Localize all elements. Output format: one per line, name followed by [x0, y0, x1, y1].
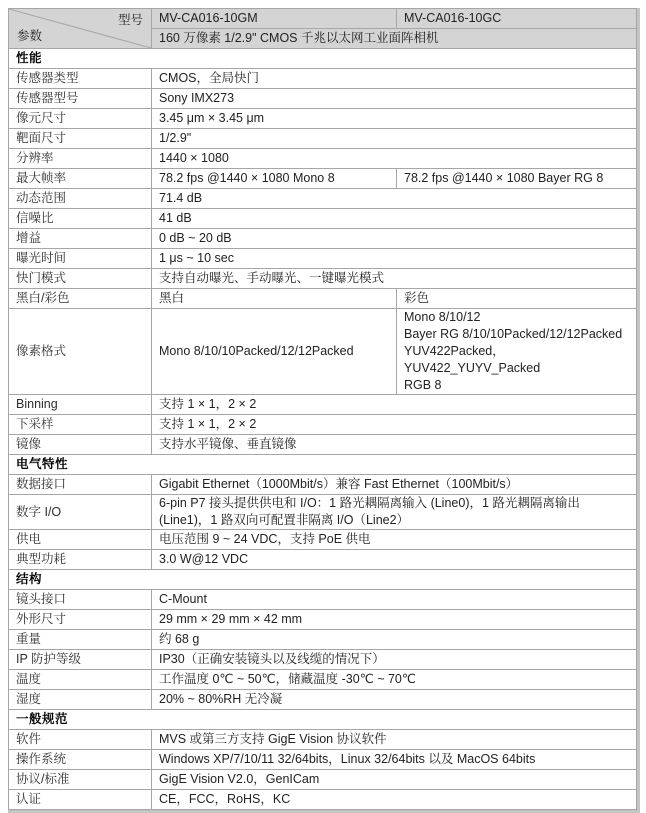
- spec-value: 3.0 W@12 VDC: [152, 550, 637, 570]
- spec-label: 黑白/彩色: [9, 289, 152, 309]
- spec-value: 29 mm × 29 mm × 42 mm: [152, 610, 637, 630]
- spec-label: 软件: [9, 730, 152, 750]
- spec-value: 6-pin P7 接头提供供电和 I/O：1 路光耦隔离输入 (Line0)，1 路光耦隔离输出 (Line1)，1 路双向可配置非隔离 I/O（Line2）: [152, 495, 637, 530]
- spec-row: [9, 530, 637, 550]
- spec-row: [9, 309, 637, 395]
- spec-value: 41 dB: [152, 209, 637, 229]
- spec-label: 协议/标准: [9, 770, 152, 790]
- spec-value-line: Bayer RG 8/10/10Packed/12/12Packed: [404, 327, 623, 341]
- spec-value: [397, 309, 637, 395]
- spec-label: 数字 I/O: [9, 495, 152, 530]
- spec-value: 20% ~ 80%RH 无冷凝: [152, 690, 637, 710]
- spec-label: 重量: [9, 630, 152, 650]
- spec-label: 供电: [9, 530, 152, 550]
- spec-row: [9, 770, 637, 790]
- spec-label: 快门模式: [9, 269, 152, 289]
- spec-value: 1/2.9": [152, 129, 637, 149]
- spec-value: GigE Vision V2.0，GenICam: [152, 770, 637, 790]
- spec-row: [9, 269, 637, 289]
- spec-value: Windows XP/7/10/11 32/64bits，Linux 32/64bits 以及 MacOS 64bits: [152, 750, 637, 770]
- spec-sheet: [8, 8, 640, 813]
- spec-value: 彩色: [397, 289, 637, 309]
- spec-value: 工作温度 0℃ ~ 50℃，储藏温度 -30℃ ~ 70℃: [152, 670, 637, 690]
- spec-label: 分辨率: [9, 149, 152, 169]
- spec-row: [9, 610, 637, 630]
- spec-value: 约 68 g: [152, 630, 637, 650]
- section-header: 性能: [9, 49, 637, 69]
- spec-label: IP 防护等级: [9, 650, 152, 670]
- spec-value: Mono 8/10/10Packed/12/12Packed: [152, 309, 397, 395]
- model-name-gc: MV-CA016-10GC: [397, 9, 637, 29]
- spec-row: [9, 670, 637, 690]
- spec-row: [9, 69, 637, 89]
- spec-row: [9, 209, 637, 229]
- camera-description: 160 万像素 1/2.9" CMOS 千兆以太网工业面阵相机: [152, 29, 637, 49]
- spec-value: CMOS，全局快门: [152, 69, 637, 89]
- spec-row: [9, 169, 637, 189]
- spec-label: 湿度: [9, 690, 152, 710]
- spec-row: [9, 630, 637, 650]
- corner-model-label: 型号: [117, 13, 143, 27]
- spec-row: [9, 89, 637, 109]
- spec-value: 支持 1 × 1，2 × 2: [152, 415, 637, 435]
- spec-value: 电压范围 9 ~ 24 VDC，支持 PoE 供电: [152, 530, 637, 550]
- spec-value: 支持 1 × 1，2 × 2: [152, 395, 637, 415]
- header-row-models: [9, 9, 637, 29]
- spec-label: 镜头接口: [9, 590, 152, 610]
- spec-value-line: YUV422Packed，YUV422_YUYV_Packed: [404, 344, 541, 375]
- spec-row: [9, 395, 637, 415]
- spec-value: 78.2 fps @1440 × 1080 Bayer RG 8: [397, 169, 637, 189]
- spec-row: [9, 109, 637, 129]
- spec-value: IP30（正确安装镜头以及线缆的情况下）: [152, 650, 637, 670]
- spec-row: [9, 495, 637, 530]
- spec-label: Binning: [9, 395, 152, 415]
- spec-value: 78.2 fps @1440 × 1080 Mono 8: [152, 169, 397, 189]
- spec-label: 下采样: [9, 415, 152, 435]
- spec-label: 操作系统: [9, 750, 152, 770]
- spec-row: [9, 415, 637, 435]
- spec-label: 增益: [9, 229, 152, 249]
- spec-row: [9, 249, 637, 269]
- spec-label: 最大帧率: [9, 169, 152, 189]
- spec-row: [9, 790, 637, 810]
- spec-value: Gigabit Ethernet（1000Mbit/s）兼容 Fast Ethernet（100Mbit/s）: [152, 475, 637, 495]
- spec-row: [9, 590, 637, 610]
- spec-row: [9, 650, 637, 670]
- spec-value: 71.4 dB: [152, 189, 637, 209]
- spec-value: CE，FCC，RoHS，KC: [152, 790, 637, 810]
- spec-row: [9, 475, 637, 495]
- spec-label: 认证: [9, 790, 152, 810]
- spec-row: [9, 149, 637, 169]
- spec-label: 信噪比: [9, 209, 152, 229]
- spec-row: [9, 550, 637, 570]
- spec-value: 黑白: [152, 289, 397, 309]
- section-row: [9, 570, 637, 590]
- corner-param-label: 参数: [17, 29, 43, 43]
- spec-value: Sony IMX273: [152, 89, 637, 109]
- spec-row: [9, 289, 637, 309]
- spec-value: 1440 × 1080: [152, 149, 637, 169]
- spec-label: 动态范围: [9, 189, 152, 209]
- spec-label: 曝光时间: [9, 249, 152, 269]
- spec-value: 支持自动曝光、手动曝光、一键曝光模式: [152, 269, 637, 289]
- spec-value-line: Mono 8/10/12: [404, 310, 481, 324]
- spec-label: 典型功耗: [9, 550, 152, 570]
- spec-value-line: RGB 8: [404, 378, 442, 392]
- spec-label: 像元尺寸: [9, 109, 152, 129]
- section-header: 一般规范: [9, 710, 637, 730]
- spec-label: 靶面尺寸: [9, 129, 152, 149]
- spec-label: 传感器型号: [9, 89, 152, 109]
- spec-row: [9, 129, 637, 149]
- spec-row: [9, 435, 637, 455]
- spec-label: 数据接口: [9, 475, 152, 495]
- model-name-gm: MV-CA016-10GM: [152, 9, 397, 29]
- spec-row: [9, 189, 637, 209]
- section-header: 结构: [9, 570, 637, 590]
- spec-value: 0 dB ~ 20 dB: [152, 229, 637, 249]
- spec-value: 1 μs ~ 10 sec: [152, 249, 637, 269]
- spec-label: 镜像: [9, 435, 152, 455]
- spec-label: 温度: [9, 670, 152, 690]
- spec-row: [9, 229, 637, 249]
- spec-label: 传感器类型: [9, 69, 152, 89]
- spec-row: [9, 690, 637, 710]
- spec-label: 像素格式: [9, 309, 152, 395]
- section-header: 电气特性: [9, 455, 637, 475]
- spec-value: 支持水平镜像、垂直镜像: [152, 435, 637, 455]
- corner-cell: [9, 9, 152, 49]
- spec-row: [9, 750, 637, 770]
- spec-value: 3.45 μm × 3.45 μm: [152, 109, 637, 129]
- spec-table: [8, 8, 637, 810]
- spec-row: [9, 730, 637, 750]
- spec-value: MVS 或第三方支持 GigE Vision 协议软件: [152, 730, 637, 750]
- section-row: [9, 455, 637, 475]
- section-row: [9, 710, 637, 730]
- spec-label: 外形尺寸: [9, 610, 152, 630]
- section-row: [9, 49, 637, 69]
- spec-value: C-Mount: [152, 590, 637, 610]
